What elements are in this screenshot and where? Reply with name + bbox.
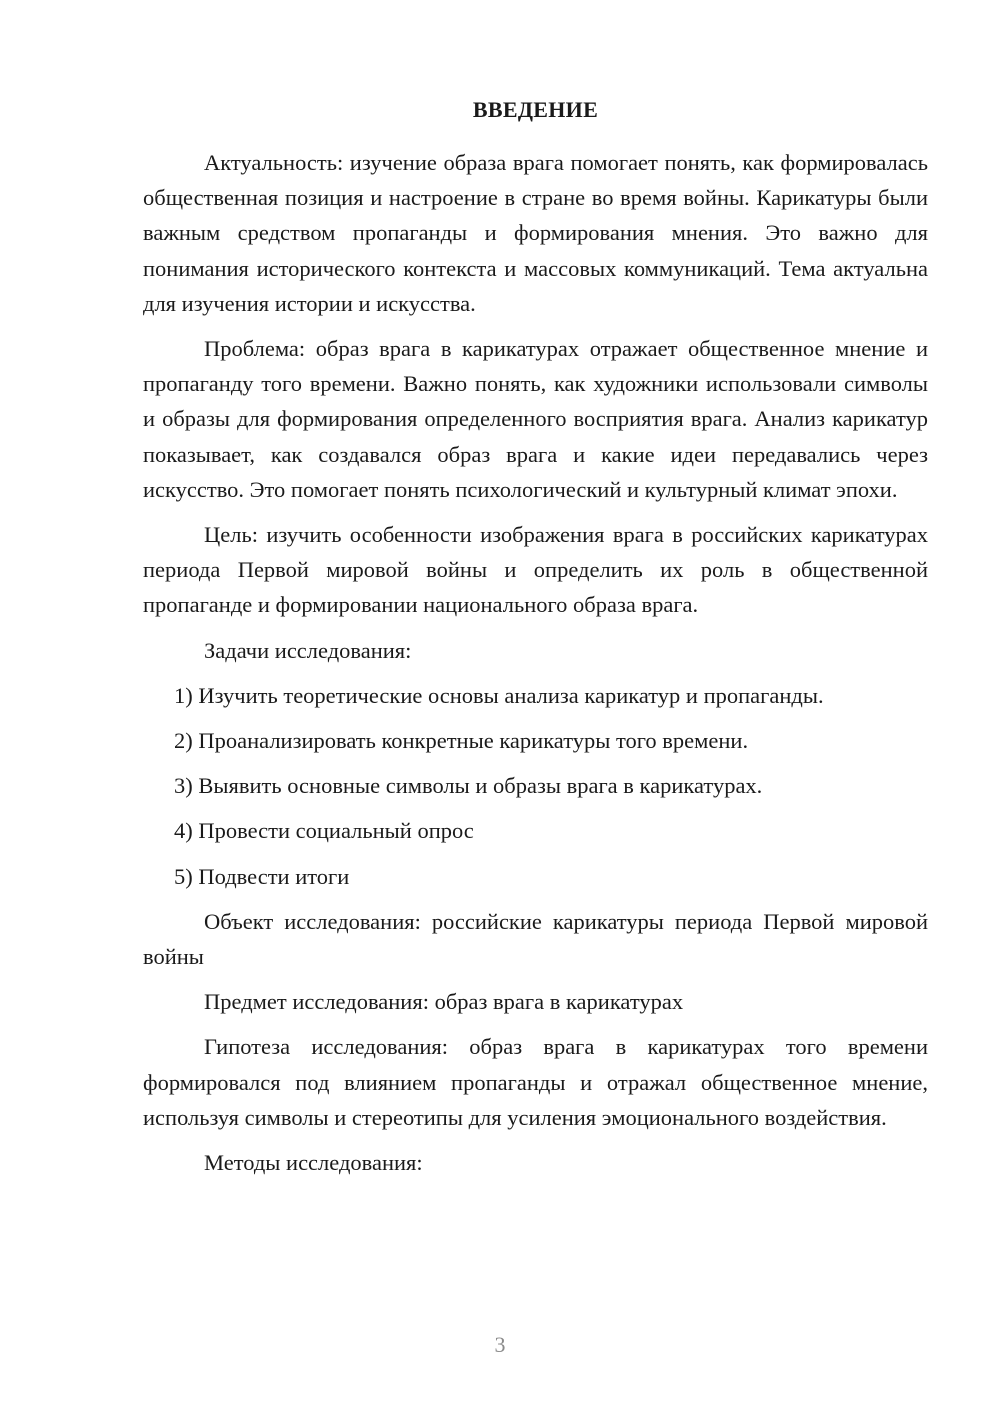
list-item: 2) Проанализировать конкретные карикатуры того времени. <box>174 728 749 754</box>
page-number: 3 <box>494 1332 506 1357</box>
methods-heading: Методы исследования: <box>204 1150 423 1176</box>
subject-paragraph: Предмет исследования: образ врага в карикатурах <box>204 989 684 1015</box>
hypothesis-paragraph: Гипотеза исследования: образ врага в карикатурах того времени формировался под влиянием пропаганды и отражал общественное мнение, используя символы и стереотипы для усиления эмоционального воздействия. <box>143 1034 928 1130</box>
object-paragraph: Объект исследования: российские карикатуры периода Первой мировой войны <box>143 908 928 970</box>
section-heading: ВВЕДЕНИЕ <box>472 97 599 122</box>
list-item: 1) Изучить теоретические основы анализа карикатур и пропаганды. <box>174 682 824 708</box>
list-item: 4) Провести социальный опрос <box>174 818 474 844</box>
goal-paragraph: Цель: изучить особенности изображения врага в российских карикатурах периода Первой мировой войны и определить их роль в общественной пропаганде и формировании национального образа врага. <box>143 522 928 618</box>
tasks-heading: Задачи исследования: <box>204 637 412 663</box>
tasks-list <box>143 678 928 894</box>
list-item: 3) Выявить основные символы и образы врага в карикатурах. <box>174 773 763 799</box>
problem-paragraph: Проблема: образ врага в карикатурах отражает общественное мнение и пропаганду того времени. Важно понять, как художники использовали символы и образы для формирования определенного восприятия врага. Анализ карикатур показывает, как создавался образ врага и какие идеи передавались через искусство. Это помогает понять психологический и культурный климат эпохи. <box>143 336 928 502</box>
document-page <box>143 92 928 1190</box>
list-item: 5) Подвести итоги <box>174 863 350 889</box>
relevance-paragraph: Актуальность: изучение образа врага помогает понять, как формировалась общественная позиция и настроение в стране во время войны. Карикатуры были важным средством пропаганды и формирования мнения. Это важно для понимания исторического контекста и массовых коммуникаций. Тема актуальна для изучения истории и искусства. <box>143 150 928 316</box>
